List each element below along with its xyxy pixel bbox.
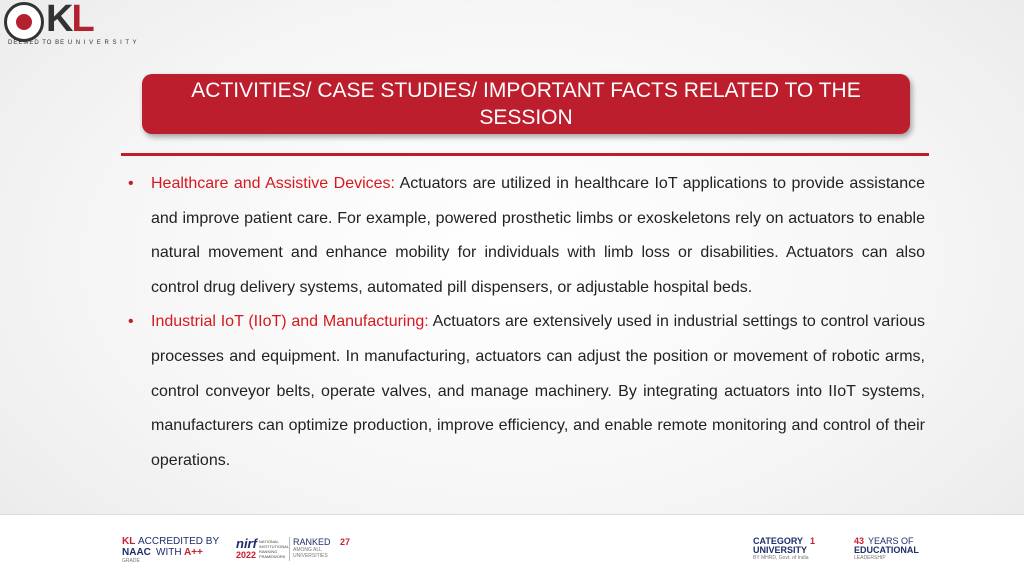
nirf-rank: 27 (340, 537, 351, 547)
nirf-universities: UNIVERSITIES (293, 553, 328, 559)
years-sub: LEADERSHIP (854, 555, 886, 561)
bullet-item-healthcare (128, 167, 925, 305)
category-sub: BY MHRD, Govt. of India (753, 555, 809, 561)
bullet-item-industrial (128, 305, 925, 478)
years-line1: YEARS OF (868, 536, 914, 546)
kl-university-logo (4, 0, 138, 48)
bullet-text: Actuators are utilized in healthcare IoT applications to provide assistance and improve patient care. For example, powered prosthetic limbs or exoskeletons rely on actuators to enable natural movement and enhance mobility for individuals with limb loss or disabilities. Actuators can also control drug delivery systems, automated pill dispensers, or adjustable hospital beds. (151, 175, 925, 296)
years-line2: EDUCATIONAL (854, 545, 919, 555)
naac-kl: KL (122, 536, 136, 547)
category-number: 1 (810, 536, 816, 546)
naac-line1: ACCREDITED BY (138, 536, 220, 547)
bullet-icon: • (128, 313, 134, 331)
title-divider (121, 153, 929, 156)
logo-tagline: DEEMED TO BE U N I V E R S I T Y (8, 40, 138, 46)
slide-title: ACTIVITIES/ CASE STUDIES/ IMPORTANT FACTS RELATED TO THE SESSION (191, 79, 861, 129)
slide-title-banner (142, 74, 910, 134)
nirf-year: 2022 (236, 550, 257, 560)
naac-grade: A++ (184, 547, 203, 558)
naac-name: NAAC (122, 547, 151, 558)
category-line2: UNIVERSITY (753, 545, 808, 555)
bullet-icon: • (128, 175, 134, 192)
university-seal-icon (4, 2, 44, 42)
logo-wordmark: KL (46, 0, 93, 40)
nirf-divider (289, 537, 290, 561)
bullet-heading: Industrial IoT (IIoT) and Manufacturing: (151, 313, 429, 331)
naac-with: WITH (156, 547, 182, 558)
category-line1: CATEGORY (753, 536, 804, 546)
nirf-ranked: RANKED (293, 537, 331, 547)
nirf-caption: NATIONAL INSTITUTIONAL RANKING FRAMEWORK (259, 539, 289, 559)
bullet-text: Actuators are extensively used in industrial settings to control various processes and equipment. In manufacturing, actuators can adjust the position or movement of robotic arms, control conveyor belts, operate valves, and manage machinery. By integrating actuators into IIoT systems, manufacturers can optimize production, improve efficiency, and enable remote monitoring and control of their operations. (151, 313, 925, 469)
nirf-logo-text: nirf (236, 536, 257, 551)
slide-content (128, 167, 925, 478)
years-number: 43 (854, 536, 865, 546)
nirf-among: AMONG ALL (293, 547, 322, 553)
bullet-heading: Healthcare and Assistive Devices: (151, 175, 395, 192)
naac-grade-label: GRADE (122, 558, 140, 564)
